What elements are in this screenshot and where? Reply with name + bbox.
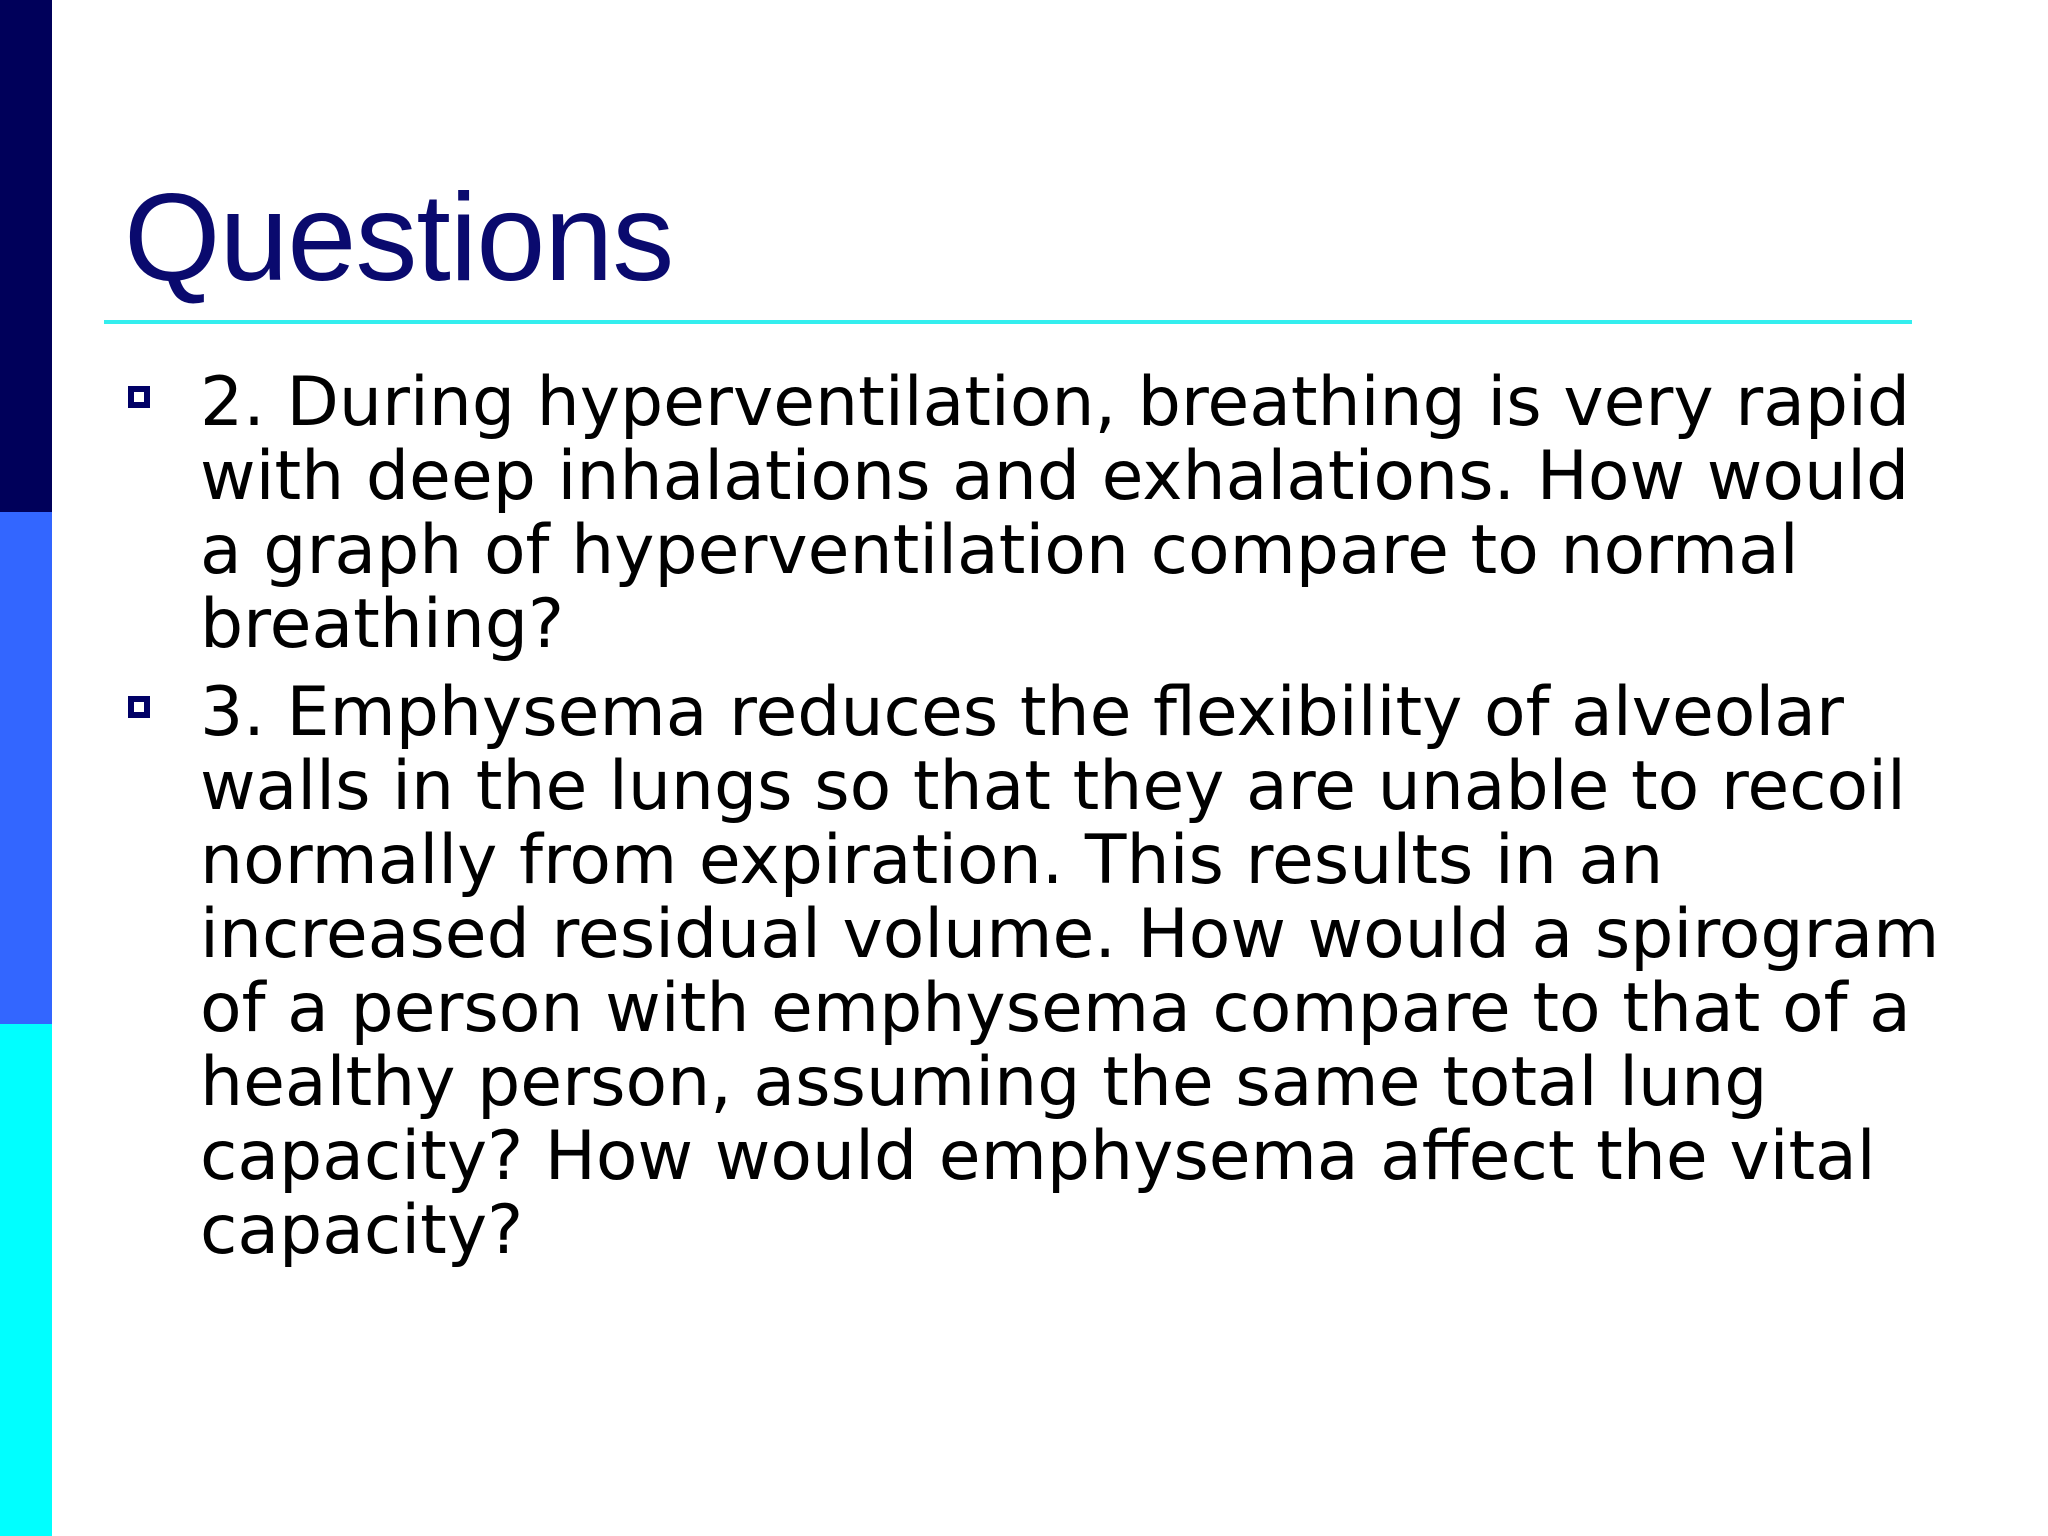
hollow-square-icon — [128, 386, 150, 408]
bullet-text: 3. Emphysema reduces the flexibility of alveolar walls in the lungs so that they are unable to recoil normally from expiration. This results in an increased residual volume. How would a spirogram of a person with emphysema compare to that of a healthy person, assuming the same total lung capacity? How would emphysema affect the vital capacity? — [200, 673, 1940, 1270]
hollow-square-icon — [128, 696, 150, 718]
bullet-item-question-2 — [124, 363, 1944, 664]
sidebar-segment-navy — [0, 0, 52, 512]
sidebar-segment-blue — [0, 512, 52, 1024]
sidebar-segment-cyan — [0, 1024, 52, 1536]
bullet-item-question-3 — [124, 673, 1944, 1270]
decorative-sidebar — [0, 0, 52, 1536]
slide-title: Questions — [124, 169, 674, 307]
bullet-list — [124, 363, 1944, 1282]
bullet-text: 2. During hyperventilation, breathing is very rapid with deep inhalations and exhalations. How would a graph of hyperventilation compare to normal breathing? — [200, 363, 1911, 664]
title-underline — [104, 320, 1912, 324]
